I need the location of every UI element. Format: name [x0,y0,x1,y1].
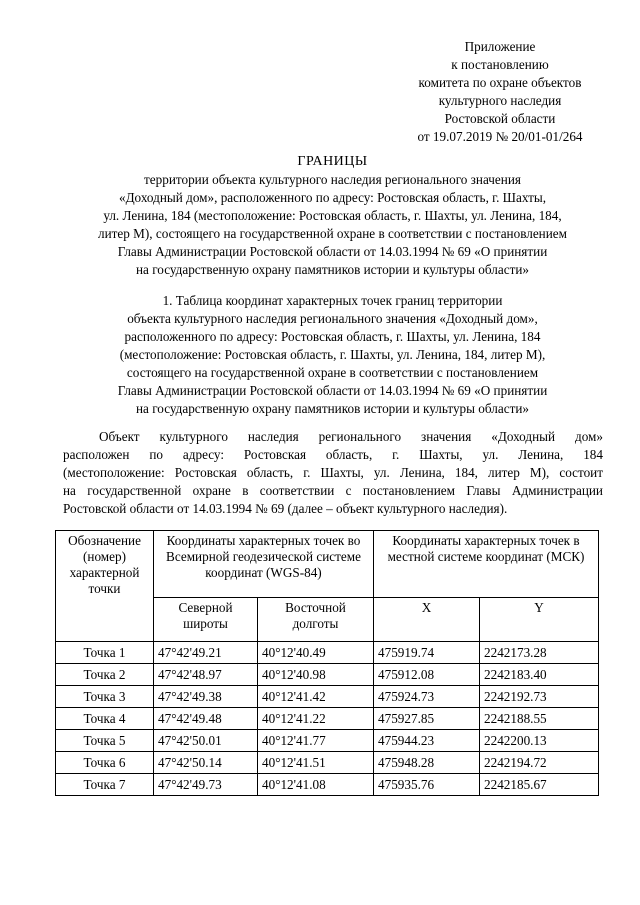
point-x: 475944.23 [374,730,480,752]
point-x: 475919.74 [374,642,480,664]
point-y: 2242194.72 [480,752,599,774]
caption-line: 1. Таблица координат характерных точек границ территории [162,293,503,308]
header-x: X [374,598,480,642]
header-y: Y [480,598,599,642]
point-x: 475935.76 [374,774,480,796]
coordinates-table [55,530,599,796]
point-x: 475948.28 [374,752,480,774]
title-line: литер М), состоящего на государственной охране в соответствии с постановлением [97,226,567,241]
caption-line: состоящего на государственной охране в соответствии с постановлением [126,365,539,380]
point-lat: 47°42'48.97 [154,664,258,686]
header-wgs: Координаты характерных точек во Всемирной геодезической системе координат (WGS-84) [154,531,374,598]
table-header-row [56,531,599,598]
point-x: 475927.85 [374,708,480,730]
table-caption [60,292,605,418]
point-y: 2242192.73 [480,686,599,708]
caption-line: (местоположение: Ростовская область, г. Шахты, ул. Ленина, 184, литер М), [119,347,546,362]
header-lon: Восточной долготы [258,598,374,642]
point-y: 2242188.55 [480,708,599,730]
point-name: Точка 7 [56,774,154,796]
point-x: 475912.08 [374,664,480,686]
point-name: Точка 6 [56,752,154,774]
appendix-line: от 19.07.2019 № 20/01-01/264 [417,129,583,144]
point-name: Точка 2 [56,664,154,686]
table-row [56,774,599,796]
point-y: 2242185.67 [480,774,599,796]
appendix-line: к постановлению [451,57,549,72]
point-y: 2242200.13 [480,730,599,752]
intro-line: расположен по адресу: Ростовская область, г. Шахты, ул. Ленина, 184 [63,447,603,462]
appendix-line: комитета по охране объектов [418,75,582,90]
intro-paragraph [63,428,603,518]
point-lon: 40°12'41.77 [258,730,374,752]
point-lat: 47°42'50.14 [154,752,258,774]
point-name: Точка 4 [56,708,154,730]
point-lon: 40°12'41.51 [258,752,374,774]
point-name: Точка 5 [56,730,154,752]
intro-line: Ростовской области от 14.03.1994 № 69 (далее – объект культурного наследия). [63,501,508,516]
header-point: Обозначение (номер) характерной точки [56,531,154,642]
title-heading: ГРАНИЦЫ [297,154,368,169]
appendix-line: Ростовской области [444,111,556,126]
document-title [60,153,605,279]
title-line: территории объекта культурного наследия регионального значения [144,172,521,187]
table-row [56,752,599,774]
point-name: Точка 3 [56,686,154,708]
caption-line: объекта культурного наследия регионального значения «Доходный дом», [127,311,538,326]
appendix-header [380,38,620,146]
point-y: 2242183.40 [480,664,599,686]
point-name: Точка 1 [56,642,154,664]
point-lon: 40°12'40.49 [258,642,374,664]
caption-line: на государственную охрану памятников истории и культуры области» [136,401,529,416]
appendix-line: культурного наследия [438,93,562,108]
table-row [56,664,599,686]
title-line: на государственную охрану памятников истории и культуры области» [136,262,529,277]
table-row [56,708,599,730]
table-row [56,686,599,708]
point-lon: 40°12'40.98 [258,664,374,686]
intro-line: на государственной охране в соответствии с постановлением Главы Администрации [63,483,603,498]
title-line: ул. Ленина, 184 (местоположение: Ростовская область, г. Шахты, ул. Ленина, 184, [103,208,562,223]
point-x: 475924.73 [374,686,480,708]
header-lat: Северной широты [154,598,258,642]
table-row [56,730,599,752]
point-lat: 47°42'49.73 [154,774,258,796]
point-lat: 47°42'49.38 [154,686,258,708]
table-row [56,642,599,664]
point-lon: 40°12'41.42 [258,686,374,708]
title-line: Главы Администрации Ростовской области от 14.03.1994 № 69 «О принятии [117,244,548,259]
point-lon: 40°12'41.08 [258,774,374,796]
caption-line: расположенного по адресу: Ростовская область, г. Шахты, ул. Ленина, 184 [124,329,541,344]
title-line: «Доходный дом», расположенного по адресу: Ростовская область, г. Шахты, [118,190,547,205]
intro-line: (местоположение: Ростовская область, г. Шахты, ул. Ленина, 184, литер М), состоит [63,465,603,480]
caption-line: Главы Администрации Ростовской области от 14.03.1994 № 69 «О принятии [117,383,548,398]
point-lat: 47°42'49.21 [154,642,258,664]
header-msk: Координаты характерных точек в местной системе координат (МСК) [374,531,599,598]
point-lon: 40°12'41.22 [258,708,374,730]
point-y: 2242173.28 [480,642,599,664]
point-lat: 47°42'49.48 [154,708,258,730]
intro-line: Объект культурного наследия регионального значения «Доходный дом» [99,429,603,444]
point-lat: 47°42'50.01 [154,730,258,752]
appendix-line: Приложение [464,39,536,54]
